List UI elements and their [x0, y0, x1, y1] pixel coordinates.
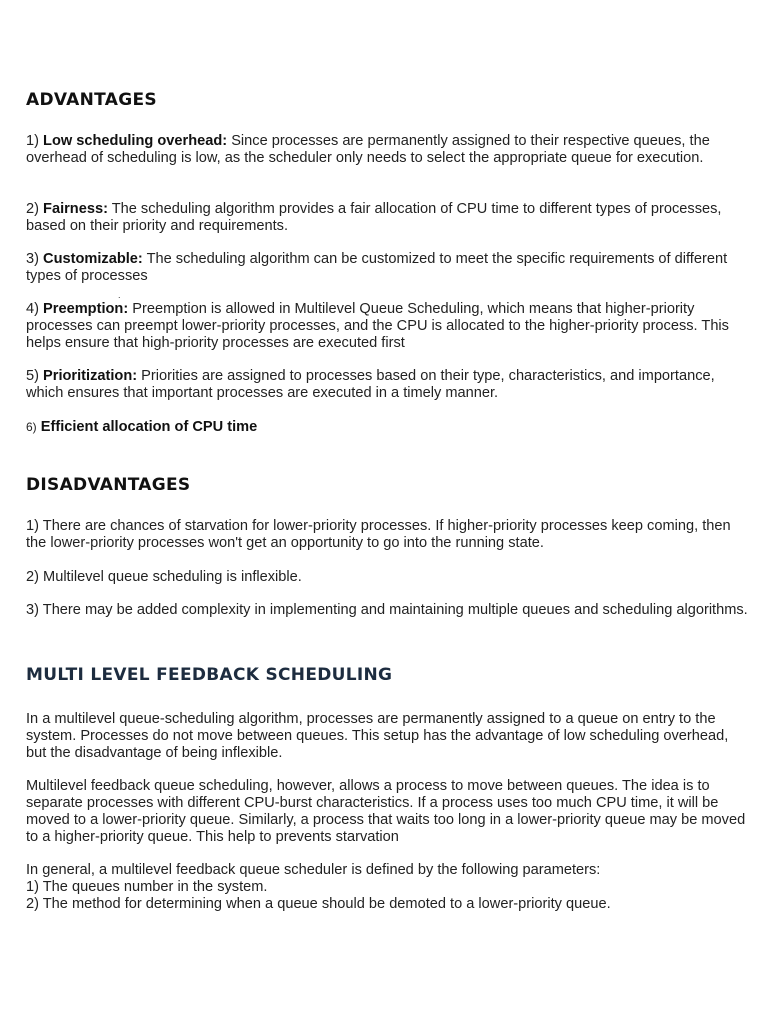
disadvantage-2-number: 2) [26, 569, 39, 585]
advantage-6-number: 6) [26, 420, 37, 434]
disadvantage-item-1 [26, 518, 748, 552]
mlfq-paragraph-1: In a multilevel queue-scheduling algorithm, processes are permanently assigned to a queue on entry to the system. Processes do not move between queues. This setup has the advantage of low scheduling overhead, but the disadvantage of being inflexible. [26, 711, 729, 761]
disadvantage-3-text: There may be added complexity in implementing and maintaining multiple queues and scheduling algorithms. [42, 602, 748, 618]
advantage-3-text: The scheduling algorithm can be customized to meet the specific requirements of different types of processes [26, 251, 728, 284]
disadvantage-3-number: 3) [26, 602, 39, 618]
advantage-item-3 [26, 251, 748, 285]
advantage-5-text: Priorities are assigned to processes based on their type, characteristics, and importance, which ensures that important processes are executed in a timely manner. [26, 368, 715, 401]
advantage-5-title: Prioritization: [43, 368, 138, 384]
mlfq-heading: MULTI LEVEL FEEDBACK SCHEDULING [26, 665, 393, 685]
mlfq-parameters [26, 862, 748, 913]
advantage-3-title: Customizable: [43, 251, 143, 267]
mlfq-paragraph-2: Multilevel feedback queue scheduling, however, allows a process to move between queues. The idea is to separate processes with different CPU-burst characteristics. If a process uses too much CPU time, it will be moved to a lower-priority queue. Similarly, a process that waits too long in a lower-priority queue may be moved to a higher-priority queue. This help to prevents starvation [26, 778, 746, 845]
advantage-2-number: 2) [26, 201, 39, 217]
advantage-2-text: The scheduling algorithm provides a fair allocation of CPU time to different types of processes, based on their priority and requirements. [26, 201, 722, 234]
disadvantage-2-text: Multilevel queue scheduling is inflexible. [43, 569, 302, 585]
stray-dot: . [118, 290, 121, 300]
disadvantage-1-number: 1) [26, 518, 39, 534]
advantage-4-number: 4) [26, 301, 39, 317]
advantage-2-title: Fairness: [43, 201, 108, 217]
advantage-4-text: Preemption is allowed in Multilevel Queue Scheduling, which means that higher-priority processes can preempt lower-priority processes, and the CPU is allocated to the higher-priority process. This helps ensure that high-priority processes are executed first [26, 301, 729, 351]
advantage-4-title: Preemption: [43, 301, 129, 317]
advantage-1-text: Since processes are permanently assigned to their respective queues, the overhead of scheduling is low, as the scheduler only needs to select the appropriate queue for execution. [26, 133, 710, 166]
advantage-1-title: Low scheduling overhead: [43, 133, 228, 149]
advantage-item-5 [26, 368, 748, 402]
mlfq-param-1: 1) The queues number in the system. [26, 879, 268, 895]
advantage-3-number: 3) [26, 251, 39, 267]
advantage-item-2 [26, 201, 748, 235]
disadvantages-heading: DISADVANTAGES [26, 475, 191, 495]
advantage-1-number: 1) [26, 133, 39, 149]
mlfq-param-2: 2) The method for determining when a queue should be demoted to a lower-priority queue. [26, 896, 611, 912]
disadvantage-1-text: There are chances of starvation for lower-priority processes. If higher-priority processes keep coming, then the lower-priority processes won't get an opportunity to go into the running state. [26, 518, 731, 551]
advantages-heading: ADVANTAGES [26, 90, 157, 110]
advantage-5-number: 5) [26, 368, 39, 384]
advantage-item-4 [26, 301, 748, 352]
disadvantage-item-2 [26, 569, 748, 586]
advantage-6-title: Efficient allocation of CPU time [40, 419, 258, 435]
mlfq-params-intro: In general, a multilevel feedback queue scheduler is defined by the following parameters: [26, 862, 601, 878]
disadvantage-item-3 [26, 602, 748, 619]
advantage-item-1 [26, 133, 748, 167]
advantage-item-6 [26, 419, 748, 436]
